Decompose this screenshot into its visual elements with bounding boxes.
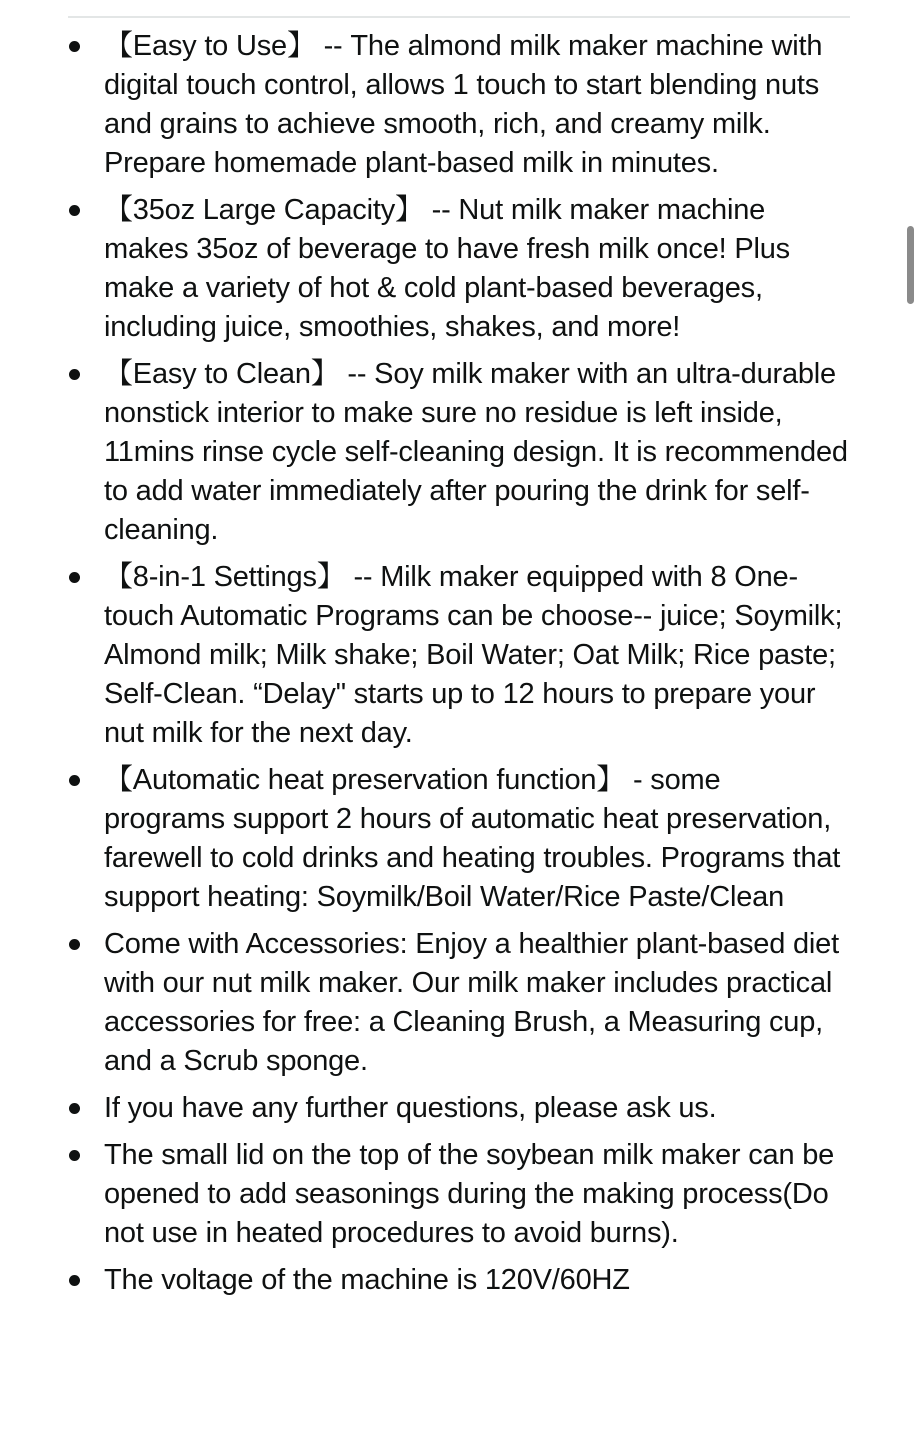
- feature-bullet-settings: [0, 558, 849, 753]
- bullet-text: The small lid on the top of the soybean milk maker can be opened to add seasonings during the making process(Do not use in heated procedures to avoid burns).: [104, 1139, 835, 1249]
- bullet-dot-icon: [69, 775, 80, 786]
- top-divider: [68, 16, 850, 18]
- feature-bullet-easy-to-use: [0, 27, 849, 183]
- bullet-text: 【Easy to Clean】 -- Soy milk maker with an ultra-durable nonstick interior to make sure no residue is left inside, 11mins rinse cycle self-cleaning design. It is recommended to add water immediately after pouring the drink for self-cleaning.: [104, 358, 848, 546]
- bullet-text: 【35oz Large Capacity】 -- Nut milk maker machine makes 35oz of beverage to have fresh milk once! Plus make a variety of hot & cold plant-based beverages, including juice, smoothies, shakes, and more!: [104, 194, 790, 343]
- bullet-text: 【Easy to Use】 -- The almond milk maker machine with digital touch control, allows 1 touch to start blending nuts and grains to achieve smooth, rich, and creamy milk. Prepare homemade plant-based milk in minutes.: [104, 30, 823, 179]
- bullet-dot-icon: [69, 1150, 80, 1161]
- feature-bullet-list: [0, 27, 921, 1308]
- bullet-text: 【8-in-1 Settings】 -- Milk maker equipped with 8 One-touch Automatic Programs can be choose-- juice; Soymilk; Almond milk; Milk shake; Boil Water; Oat Milk; Rice paste; Self-Clean. “Delay" starts up to 12 hours to prepare your nut milk for the next day.: [104, 561, 843, 749]
- bullet-dot-icon: [69, 1275, 80, 1286]
- scrollbar-thumb[interactable]: [907, 226, 914, 304]
- feature-bullet-questions: [0, 1089, 849, 1128]
- bullet-dot-icon: [69, 939, 80, 950]
- bullet-text: 【Automatic heat preservation function】 - some programs support 2 hours of automatic heat preservation, farewell to cold drinks and heating troubles. Programs that support heating: Soymilk/Boil Water/Rice Paste/Clean: [104, 764, 841, 913]
- bullet-dot-icon: [69, 369, 80, 380]
- feature-bullet-large-capacity: [0, 191, 849, 347]
- feature-bullet-easy-to-clean: [0, 355, 849, 550]
- bullet-text: Come with Accessories: Enjoy a healthier plant-based diet with our nut milk maker. Our milk maker includes practical accessories for free: a Cleaning Brush, a Measuring cup, and a Scrub sponge.: [104, 928, 839, 1077]
- feature-bullet-small-lid: [0, 1136, 849, 1253]
- bullet-text: If you have any further questions, please ask us.: [104, 1092, 717, 1124]
- bullet-text: The voltage of the machine is 120V/60HZ: [104, 1264, 630, 1296]
- bullet-dot-icon: [69, 572, 80, 583]
- feature-bullet-heat-preservation: [0, 761, 849, 917]
- feature-bullet-voltage: [0, 1261, 849, 1300]
- bullet-dot-icon: [69, 205, 80, 216]
- bullet-dot-icon: [69, 41, 80, 52]
- feature-bullet-accessories: [0, 925, 849, 1081]
- bullet-dot-icon: [69, 1103, 80, 1114]
